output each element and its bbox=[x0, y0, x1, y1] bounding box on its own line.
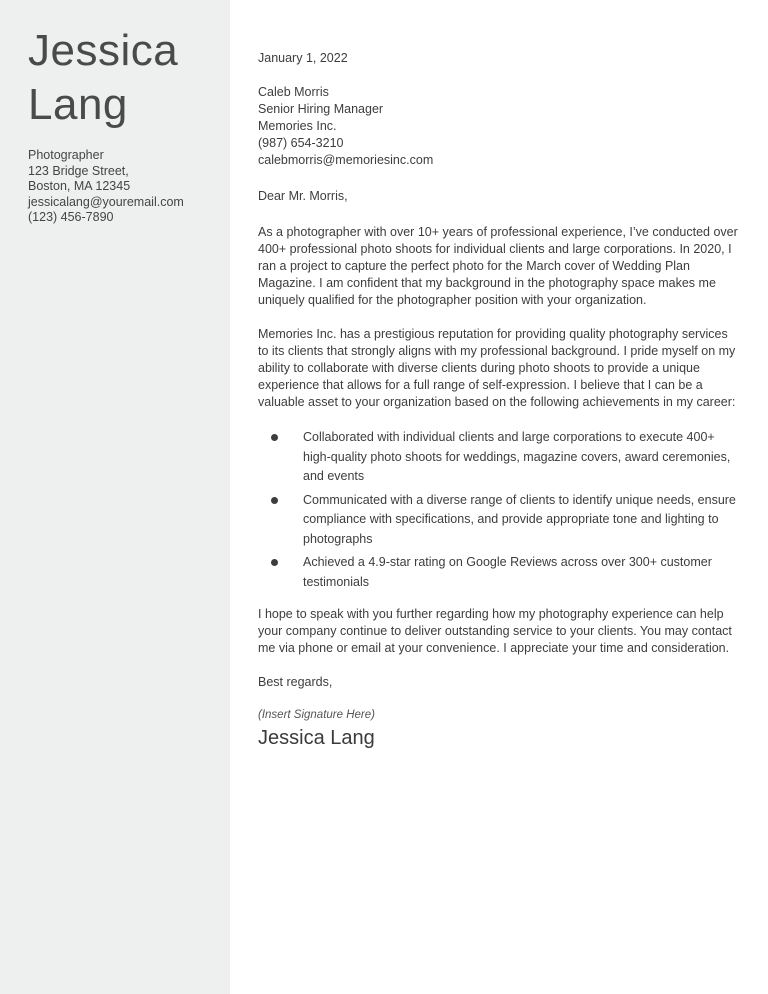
sidebar bbox=[0, 0, 230, 994]
list-item bbox=[258, 491, 740, 550]
list-item-text: Collaborated with individual clients and large corporations to execute 400+ high-quality photo shoots for weddings, magazine covers, award ceremonies, and events bbox=[303, 430, 731, 483]
achievements-list bbox=[258, 428, 740, 592]
recipient-company: Memories Inc. bbox=[258, 119, 337, 133]
salutation: Dear Mr. Morris, bbox=[258, 189, 348, 203]
list-item-text: Achieved a 4.9-star rating on Google Reviews across over 300+ customer testimonials bbox=[303, 555, 712, 589]
bullet-icon bbox=[271, 497, 278, 504]
bullet-icon bbox=[271, 434, 278, 441]
recipient-title: Senior Hiring Manager bbox=[258, 102, 384, 116]
phone: (123) 456-7890 bbox=[28, 210, 114, 224]
recipient-block bbox=[258, 84, 740, 169]
paragraph-intro: As a photographer with over 10+ years of professional experience, I’ve conducted over 400+ professional photo shoots for individual clients and large corporations. In 2020, I ran a project to capture the perfect photo for the March cover of Wedding Plan Magazine. I am confident that my background in the photography space makes me uniquely qualified for the photographer position with your organization. bbox=[258, 225, 738, 307]
email: jessicalang@youremail.com bbox=[28, 194, 184, 209]
signature-note: (Insert Signature Here) bbox=[258, 709, 375, 721]
list-item-text: Communicated with a diverse range of clients to identify unique needs, ensure compliance with specifications, and provide appropriate tone and lighting to photographs bbox=[303, 492, 736, 546]
closing-line: Best regards, bbox=[258, 675, 333, 689]
paragraph-closing: I hope to speak with you further regarding how my photography experience can help your company continue to deliver outstanding service to your clients. You may contact me via phone or email at your convenience. I appreciate your time and consideration. bbox=[258, 607, 732, 655]
bullet-icon bbox=[271, 559, 278, 566]
last-name: Lang bbox=[28, 80, 128, 129]
list-item bbox=[258, 428, 740, 487]
first-name: Jessica bbox=[28, 26, 179, 75]
letter-date: January 1, 2022 bbox=[258, 51, 348, 65]
letter-body bbox=[258, 50, 740, 750]
city-state: Boston, MA 12345 bbox=[28, 179, 131, 193]
recipient-email: calebmorris@memoriesinc.com bbox=[258, 153, 434, 167]
recipient-name: Caleb Morris bbox=[258, 85, 329, 99]
signature-name: Jessica Lang bbox=[258, 727, 375, 749]
recipient-phone: (987) 654-3210 bbox=[258, 136, 344, 150]
street-address: 123 Bridge Street, bbox=[28, 163, 129, 178]
job-title: Photographer bbox=[28, 148, 104, 162]
paragraph-company: Memories Inc. has a prestigious reputation for providing quality photography services to its clients that strongly aligns with my professional background. I pride myself on my ability to collaborate with diverse clients during photo shoots to provide a unique experience that allows for a full range of self-expression. I believe that I can be a valuable asset to your organization based on the following achievements in my career: bbox=[258, 327, 736, 409]
contact-info bbox=[28, 148, 184, 226]
list-item bbox=[258, 553, 740, 592]
